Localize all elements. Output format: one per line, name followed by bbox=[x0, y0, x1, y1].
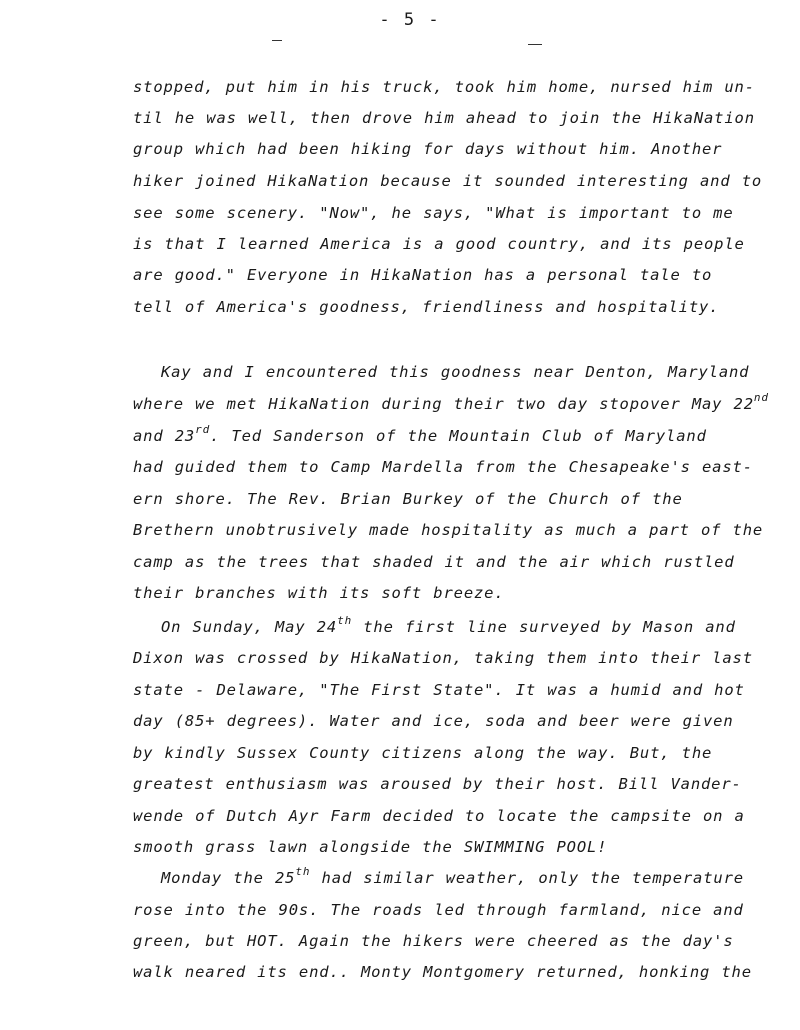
text-line: day (85+ degrees). Water and ice, soda and beer were given bbox=[133, 712, 734, 730]
line-text: the first line surveyed by Mason and bbox=[352, 618, 736, 636]
text-line: stopped, put him in his truck, took him home, nursed him un- bbox=[133, 78, 755, 96]
line-text: had similar weather, only the temperature bbox=[310, 869, 744, 887]
text-line: smooth grass lawn alongside the SWIMMING POOL! bbox=[133, 838, 608, 856]
text-line: greatest enthusiasm was aroused by their host. Bill Vander- bbox=[133, 775, 742, 793]
page-number: - 5 - bbox=[379, 10, 441, 30]
text-line: tell of America's goodness, friendliness and hospitality. bbox=[133, 298, 720, 316]
line-text: On Sunday, May 24 bbox=[161, 618, 338, 636]
text-line: wende of Dutch Ayr Farm decided to locate the campsite on a bbox=[133, 807, 745, 825]
text-line: hiker joined HikaNation because it sounded interesting and to bbox=[133, 172, 763, 190]
text-line bbox=[133, 423, 707, 446]
text-line: Kay and I encountered this goodness near Denton, Maryland bbox=[161, 363, 750, 381]
text-line: ern shore. The Rev. Brian Burkey of the Church of the bbox=[133, 490, 683, 508]
text-line: is that I learned America is a good country, and its people bbox=[133, 235, 745, 253]
line-text: and 23 bbox=[133, 427, 196, 445]
text-line: Brethern unobtrusively made hospitality as much a part of the bbox=[133, 521, 764, 539]
text-line: had guided them to Camp Mardella from the Chesapeake's east- bbox=[133, 458, 753, 476]
margin-mark bbox=[272, 40, 282, 41]
text-line: rose into the 90s. The roads led through farmland, nice and bbox=[133, 901, 744, 919]
text-line: are good." Everyone in HikaNation has a personal tale to bbox=[133, 266, 713, 284]
text-line: by kindly Sussex County citizens along the way. But, the bbox=[133, 744, 713, 762]
superscript: th bbox=[295, 865, 311, 878]
text-line: camp as the trees that shaded it and the air which rustled bbox=[133, 553, 735, 571]
line-text: . Ted Sanderson of the Mountain Club of Maryland bbox=[210, 427, 707, 445]
line-text: where we met HikaNation during their two day stopover May 22 bbox=[133, 395, 754, 413]
text-line bbox=[133, 391, 769, 414]
text-line: group which had been hiking for days without him. Another bbox=[133, 140, 723, 158]
superscript: nd bbox=[753, 391, 769, 404]
text-line: Dixon was crossed by HikaNation, taking them into their last bbox=[133, 649, 753, 667]
text-line: green, but HOT. Again the hikers were cheered as the day's bbox=[133, 932, 734, 950]
superscript: rd bbox=[195, 423, 211, 436]
line-text: Monday the 25 bbox=[161, 869, 296, 887]
margin-mark bbox=[528, 44, 542, 45]
text-line bbox=[161, 614, 736, 637]
text-line: their branches with its soft breeze. bbox=[133, 584, 505, 602]
text-line bbox=[161, 865, 744, 888]
text-line: see some scenery. "Now", he says, "What is important to me bbox=[133, 204, 734, 222]
text-line: walk neared its end.. Monty Montgomery returned, honking the bbox=[133, 963, 752, 981]
superscript: th bbox=[337, 614, 353, 627]
text-line: state - Delaware, "The First State". It was a humid and hot bbox=[133, 681, 745, 699]
text-line: til he was well, then drove him ahead to join the HikaNation bbox=[133, 109, 755, 127]
